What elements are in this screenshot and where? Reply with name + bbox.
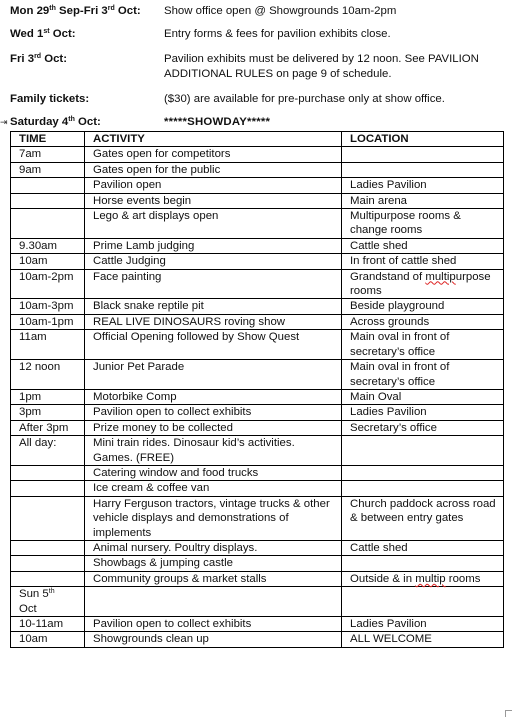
location-cell: Grandstand of multipurpose rooms	[342, 269, 504, 299]
table-row	[11, 162, 504, 177]
table-row	[11, 571, 504, 586]
info-date-label: Mon 29th Sep-Fri 3rd Oct:	[10, 5, 141, 17]
location-cell	[342, 147, 504, 162]
time-cell: 10-11am	[11, 617, 85, 632]
table-row	[11, 269, 504, 299]
time-cell	[11, 178, 85, 193]
table-row	[11, 540, 504, 555]
activity-cell: Black snake reptile pit	[85, 299, 342, 314]
table-row	[11, 389, 504, 404]
location-cell: Main arena	[342, 193, 504, 208]
location-cell: Ladies Pavilion	[342, 405, 504, 420]
activity-cell: Lego & art displays open	[85, 209, 342, 239]
spellcheck-word[interactable]: multip	[415, 572, 446, 585]
table-row	[11, 617, 504, 632]
time-cell	[11, 193, 85, 208]
location-cell: Multipurpose rooms & change rooms	[342, 209, 504, 239]
activity-cell: Horse events begin	[85, 193, 342, 208]
info-date-label: Family tickets:	[10, 93, 90, 105]
header-activity: ACTIVITY	[85, 132, 342, 147]
time-cell	[11, 571, 85, 586]
table-row	[11, 465, 504, 480]
time-cell	[11, 496, 85, 540]
location-cell: Ladies Pavilion	[342, 178, 504, 193]
activity-cell: Pavilion open to collect exhibits	[85, 617, 342, 632]
activity-cell: Prize money to be collected	[85, 420, 342, 435]
activity-cell: Gates open for competitors	[85, 147, 342, 162]
time-cell: 10am-1pm	[11, 314, 85, 329]
time-cell	[11, 209, 85, 239]
location-cell: Secretary’s office	[342, 420, 504, 435]
header-location: LOCATION	[342, 132, 504, 147]
time-cell	[11, 465, 85, 480]
info-text: Entry forms & fees for pavilion exhibits close.	[164, 28, 391, 40]
activity-cell: Catering window and food trucks	[85, 465, 342, 480]
location-cell: Church paddock across road & between entry gates	[342, 496, 504, 540]
sunday-row	[11, 587, 504, 617]
spellcheck-word[interactable]: multip	[425, 270, 456, 283]
activity-cell: Harry Ferguson tractors, vintage trucks & other vehicle displays and demonstrations of implements	[85, 496, 342, 540]
info-date-label: Fri 3rd Oct:	[10, 53, 68, 65]
header-time: TIME	[11, 132, 85, 147]
table-row	[11, 254, 504, 269]
time-cell: 10am	[11, 632, 85, 647]
table-header-row	[11, 132, 504, 147]
location-cell	[342, 162, 504, 177]
table-row	[11, 147, 504, 162]
table-move-handle-icon[interactable]: ⇥	[0, 117, 8, 127]
time-cell: All day:	[11, 436, 85, 466]
time-cell: 1pm	[11, 389, 85, 404]
info-text: Pavilion exhibits must be delivered by 12 noon. See PAVILION ADDITIONAL RULES on page 9 of schedule.	[164, 53, 479, 80]
time-cell: 11am	[11, 330, 85, 360]
time-cell: 10am	[11, 254, 85, 269]
activity-cell: Prime Lamb judging	[85, 238, 342, 253]
time-cell: 10am-2pm	[11, 269, 85, 299]
activity-cell: Motorbike Comp	[85, 389, 342, 404]
table-row	[11, 496, 504, 540]
location-cell: Outside & in multip rooms	[342, 571, 504, 586]
time-cell: 9am	[11, 162, 85, 177]
time-cell: 12 noon	[11, 360, 85, 390]
time-cell: 9.30am	[11, 238, 85, 253]
activity-cell: Pavilion open to collect exhibits	[85, 405, 342, 420]
table-row	[11, 299, 504, 314]
activity-cell: Animal nursery. Poultry displays.	[85, 540, 342, 555]
table-row	[11, 632, 504, 647]
time-cell	[11, 540, 85, 555]
location-cell	[342, 587, 504, 617]
activity-cell: Gates open for the public	[85, 162, 342, 177]
page-corner-mark	[505, 710, 512, 717]
time-cell: 10am-3pm	[11, 299, 85, 314]
table-row	[11, 436, 504, 466]
sunday-label: Sun 5th Oct	[11, 587, 85, 617]
activity-cell: Cattle Judging	[85, 254, 342, 269]
table-row	[11, 420, 504, 435]
table-row	[11, 360, 504, 390]
location-cell: Main oval in front of secretary’s office	[342, 360, 504, 390]
location-cell: In front of cattle shed	[342, 254, 504, 269]
location-cell	[342, 465, 504, 480]
activity-cell: Official Opening followed by Show Quest	[85, 330, 342, 360]
location-cell: Ladies Pavilion	[342, 617, 504, 632]
location-cell	[342, 556, 504, 571]
time-cell: After 3pm	[11, 420, 85, 435]
activity-cell: Mini train rides. Dinosaur kid’s activities. Games. (FREE)	[85, 436, 342, 466]
time-cell	[11, 556, 85, 571]
location-cell: Main Oval	[342, 389, 504, 404]
schedule-body	[11, 147, 504, 647]
time-cell	[11, 481, 85, 496]
saturday-label: Saturday 4th Oct:	[10, 116, 101, 128]
activity-cell: Junior Pet Parade	[85, 360, 342, 390]
info-date-label: Wed 1st Oct:	[10, 28, 76, 40]
table-row	[11, 556, 504, 571]
location-cell: Cattle shed	[342, 540, 504, 555]
table-row	[11, 314, 504, 329]
table-row	[11, 209, 504, 239]
location-cell: Cattle shed	[342, 238, 504, 253]
location-cell	[342, 436, 504, 466]
activity-cell: Pavilion open	[85, 178, 342, 193]
activity-cell	[85, 587, 342, 617]
activity-cell: Ice cream & coffee van	[85, 481, 342, 496]
info-text: Show office open @ Showgrounds 10am-2pm	[164, 5, 397, 17]
info-text: ($30) are available for pre-purchase only at show office.	[164, 93, 445, 105]
schedule-table	[10, 131, 504, 648]
table-row	[11, 178, 504, 193]
time-cell: 3pm	[11, 405, 85, 420]
showday-title: *****SHOWDAY*****	[164, 116, 271, 128]
activity-cell: Showgrounds clean up	[85, 632, 342, 647]
activity-cell: Showbags & jumping castle	[85, 556, 342, 571]
time-cell: 7am	[11, 147, 85, 162]
activity-cell: Community groups & market stalls	[85, 571, 342, 586]
table-row	[11, 193, 504, 208]
table-row	[11, 238, 504, 253]
table-row	[11, 481, 504, 496]
location-cell: Across grounds	[342, 314, 504, 329]
table-row	[11, 405, 504, 420]
location-cell: Beside playground	[342, 299, 504, 314]
activity-cell: Face painting	[85, 269, 342, 299]
location-cell	[342, 481, 504, 496]
location-cell: Main oval in front of secretary’s office	[342, 330, 504, 360]
table-row	[11, 330, 504, 360]
activity-cell: REAL LIVE DINOSAURS roving show	[85, 314, 342, 329]
location-cell: ALL WELCOME	[342, 632, 504, 647]
